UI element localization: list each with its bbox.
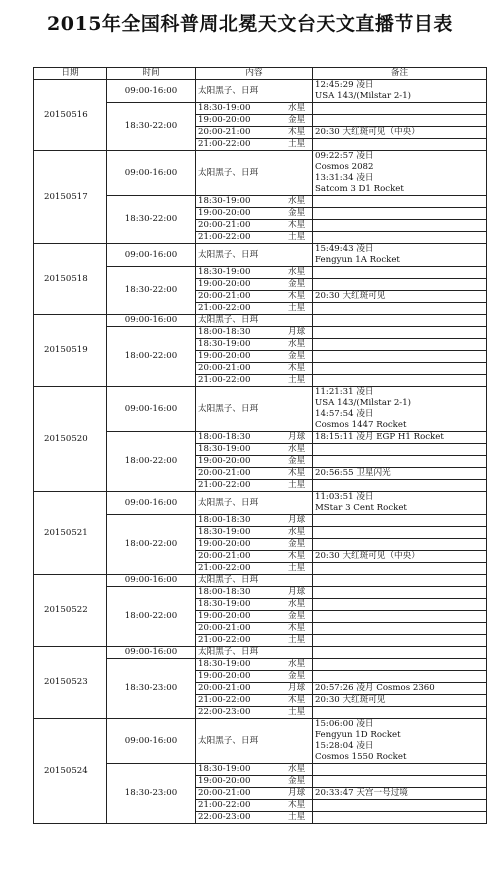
note-line: MStar 3 Cent Rocket: [315, 503, 407, 513]
time-range: 18:30-19:00: [198, 764, 251, 774]
time-range: 19:00-20:00: [198, 539, 251, 549]
time-range: 20:00-21:00: [198, 683, 251, 693]
content-cell: [196, 80, 313, 103]
notes-cell: [313, 351, 487, 363]
time-range: 19:00-20:00: [198, 776, 251, 786]
notes-cell: [313, 232, 487, 244]
note-line: 20:33:47 天宫一号过境: [315, 788, 408, 798]
time-range: 21:00-22:00: [198, 800, 251, 810]
time-range: 18:30-19:00: [198, 196, 251, 206]
content-cell: [196, 539, 313, 551]
header-notes: 备注: [313, 68, 487, 80]
time-cell: 09:00-16:00: [107, 315, 196, 327]
date-cell: 20150524: [34, 719, 107, 824]
observation-target: 木星: [288, 551, 306, 561]
time-range: 21:00-22:00: [198, 139, 251, 149]
content-cell: [196, 103, 313, 115]
observation-target: 水星: [288, 659, 306, 669]
observation-target: 水星: [288, 103, 306, 113]
notes-cell: [313, 719, 487, 764]
notes-cell: [313, 291, 487, 303]
observation-target: 木星: [288, 800, 306, 810]
page-title: 2015年全国科普周北冕天文台天文直播节目表: [47, 13, 453, 35]
observation-target: 金星: [288, 456, 306, 466]
notes-cell: [313, 623, 487, 635]
notes-cell: [313, 764, 487, 776]
content-cell: [196, 515, 313, 527]
schedule-row: [34, 80, 487, 103]
notes-cell: [313, 303, 487, 315]
time-cell: 18:00-22:00: [107, 327, 196, 387]
note-line: 11:21:31 凌日: [315, 387, 374, 397]
content-cell: [196, 563, 313, 575]
notes-cell: [313, 387, 487, 432]
observation-target: 月球: [288, 587, 306, 597]
date-cell: 20150521: [34, 492, 107, 575]
header-row: [34, 68, 487, 80]
content-cell: [196, 115, 313, 127]
time-cell: 09:00-16:00: [107, 647, 196, 659]
time-range: 18:00-18:30: [198, 432, 251, 442]
content-cell: [196, 611, 313, 623]
notes-cell: [313, 776, 487, 788]
schedule-row: [34, 244, 487, 267]
time-cell: 18:30-22:00: [107, 196, 196, 244]
time-range: 19:00-20:00: [198, 456, 251, 466]
content-cell: [196, 800, 313, 812]
schedule-table: [33, 67, 487, 824]
observation-target: 土星: [288, 635, 306, 645]
content-cell: [196, 432, 313, 444]
time-range: 18:00-18:30: [198, 587, 251, 597]
note-line: Satcom 3 D1 Rocket: [315, 184, 404, 194]
notes-cell: [313, 611, 487, 623]
note-line: 20:30 大红斑可见（中央）: [315, 551, 420, 561]
time-range: 20:00-21:00: [198, 551, 251, 561]
note-line: 09:22:57 凌日: [315, 151, 374, 161]
content-cell: [196, 551, 313, 563]
content-cell: [196, 707, 313, 719]
time-range: 19:00-20:00: [198, 611, 251, 621]
content-cell: [196, 812, 313, 824]
notes-cell: [313, 327, 487, 339]
time-range: 19:00-20:00: [198, 351, 251, 361]
notes-cell: [313, 551, 487, 563]
notes-cell: [313, 695, 487, 707]
notes-cell: [313, 575, 487, 587]
content-cell: [196, 587, 313, 599]
content-cell: [196, 244, 313, 267]
date-cell: 20150520: [34, 387, 107, 492]
observation-target: 木星: [288, 363, 306, 373]
notes-cell: [313, 208, 487, 220]
schedule-row: [34, 575, 487, 587]
notes-cell: [313, 139, 487, 151]
content-cell: [196, 647, 313, 659]
header-time: 时间: [107, 68, 196, 80]
note-line: USA 143/(Milstar 2-1): [315, 398, 412, 408]
observation-target: 太阳黑子、日珥: [198, 85, 259, 96]
time-cell: 09:00-16:00: [107, 492, 196, 515]
time-cell: 18:30-22:00: [107, 267, 196, 315]
note-line: 14:57:54 凌日: [315, 409, 374, 419]
content-cell: [196, 788, 313, 800]
observation-target: 太阳黑子、日珥: [198, 403, 259, 414]
time-range: 22:00-23:00: [198, 812, 251, 822]
content-cell: [196, 232, 313, 244]
observation-target: 太阳黑子、日珥: [198, 249, 259, 260]
time-range: 20:00-21:00: [198, 623, 251, 633]
notes-cell: [313, 587, 487, 599]
notes-cell: [313, 599, 487, 611]
content-cell: [196, 492, 313, 515]
content-cell: [196, 267, 313, 279]
content-cell: [196, 527, 313, 539]
time-range: 18:00-18:30: [198, 327, 251, 337]
time-range: 21:00-22:00: [198, 303, 251, 313]
schedule-row: [34, 719, 487, 764]
note-line: 13:31:34 凌日: [315, 173, 374, 183]
notes-cell: [313, 220, 487, 232]
observation-target: 水星: [288, 339, 306, 349]
observation-target: 月球: [288, 788, 306, 798]
notes-cell: [313, 707, 487, 719]
observation-target: 水星: [288, 267, 306, 277]
content-cell: [196, 315, 313, 327]
observation-target: 土星: [288, 303, 306, 313]
time-range: 18:30-19:00: [198, 339, 251, 349]
content-cell: [196, 208, 313, 220]
observation-target: 金星: [288, 776, 306, 786]
time-cell: 18:30-22:00: [107, 103, 196, 151]
observation-target: 土星: [288, 139, 306, 149]
notes-cell: [313, 683, 487, 695]
date-cell: 20150523: [34, 647, 107, 719]
content-cell: [196, 575, 313, 587]
schedule-row: [34, 492, 487, 515]
observation-target: 太阳黑子、日珥: [198, 647, 259, 657]
notes-cell: [313, 315, 487, 327]
note-line: 15:06:00 凌日: [315, 719, 374, 729]
time-range: 20:00-21:00: [198, 788, 251, 798]
notes-cell: [313, 456, 487, 468]
content-cell: [196, 303, 313, 315]
notes-cell: [313, 492, 487, 515]
time-range: 21:00-22:00: [198, 635, 251, 645]
content-cell: [196, 151, 313, 196]
observation-target: 太阳黑子、日珥: [198, 497, 259, 508]
schedule-row: [34, 151, 487, 196]
content-cell: [196, 220, 313, 232]
time-range: 19:00-20:00: [198, 208, 251, 218]
date-cell: 20150518: [34, 244, 107, 315]
content-cell: [196, 683, 313, 695]
time-cell: 09:00-16:00: [107, 151, 196, 196]
observation-target: 水星: [288, 527, 306, 537]
observation-target: 木星: [288, 291, 306, 301]
notes-cell: [313, 563, 487, 575]
time-range: 18:30-19:00: [198, 103, 251, 113]
time-range: 21:00-22:00: [198, 480, 251, 490]
note-line: 20:30 大红斑可见: [315, 695, 386, 705]
time-range: 20:00-21:00: [198, 468, 251, 478]
content-cell: [196, 127, 313, 139]
notes-cell: [313, 468, 487, 480]
content-cell: [196, 776, 313, 788]
observation-target: 月球: [288, 515, 306, 525]
content-cell: [196, 659, 313, 671]
notes-cell: [313, 635, 487, 647]
time-cell: 09:00-16:00: [107, 719, 196, 764]
observation-target: 金星: [288, 671, 306, 681]
notes-cell: [313, 196, 487, 208]
observation-target: 木星: [288, 468, 306, 478]
observation-target: 月球: [288, 683, 306, 693]
schedule-row: [34, 387, 487, 432]
observation-target: 水星: [288, 764, 306, 774]
observation-target: 金星: [288, 279, 306, 289]
observation-target: 土星: [288, 707, 306, 717]
observation-target: 木星: [288, 623, 306, 633]
date-cell: 20150516: [34, 80, 107, 151]
notes-cell: [313, 432, 487, 444]
time-range: 18:30-19:00: [198, 659, 251, 669]
note-line: Fengyun 1A Rocket: [315, 255, 400, 265]
content-cell: [196, 719, 313, 764]
content-cell: [196, 363, 313, 375]
content-cell: [196, 480, 313, 492]
time-cell: 18:00-22:00: [107, 515, 196, 575]
observation-target: 水星: [288, 444, 306, 454]
content-cell: [196, 456, 313, 468]
time-cell: 18:30-23:00: [107, 764, 196, 824]
time-range: 18:30-19:00: [198, 267, 251, 277]
notes-cell: [313, 444, 487, 456]
observation-target: 土星: [288, 563, 306, 573]
content-cell: [196, 351, 313, 363]
time-cell: 09:00-16:00: [107, 80, 196, 103]
notes-cell: [313, 244, 487, 267]
content-cell: [196, 196, 313, 208]
notes-cell: [313, 539, 487, 551]
content-cell: [196, 695, 313, 707]
note-line: 20:56:55 卫星闪光: [315, 468, 391, 478]
time-range: 21:00-22:00: [198, 375, 251, 385]
notes-cell: [313, 647, 487, 659]
note-line: 18:15:11 凌月 EGP H1 Rocket: [315, 432, 444, 442]
observation-target: 土星: [288, 375, 306, 385]
time-cell: 09:00-16:00: [107, 575, 196, 587]
time-cell: 18:00-22:00: [107, 587, 196, 647]
note-line: 11:03:51 凌日: [315, 492, 374, 502]
content-cell: [196, 279, 313, 291]
content-cell: [196, 635, 313, 647]
observation-target: 金星: [288, 351, 306, 361]
content-cell: [196, 444, 313, 456]
observation-target: 水星: [288, 599, 306, 609]
note-line: 20:30 大红斑可见（中央）: [315, 127, 420, 137]
observation-target: 土星: [288, 812, 306, 822]
content-cell: [196, 139, 313, 151]
time-range: 20:00-21:00: [198, 220, 251, 230]
content-cell: [196, 468, 313, 480]
notes-cell: [313, 127, 487, 139]
note-line: Cosmos 2082: [315, 162, 374, 172]
content-cell: [196, 387, 313, 432]
content-cell: [196, 671, 313, 683]
observation-target: 木星: [288, 127, 306, 137]
observation-target: 金星: [288, 539, 306, 549]
content-cell: [196, 339, 313, 351]
notes-cell: [313, 671, 487, 683]
content-cell: [196, 623, 313, 635]
time-cell: 18:30-23:00: [107, 659, 196, 719]
note-line: Fengyun 1D Rocket: [315, 730, 401, 740]
time-range: 19:00-20:00: [198, 671, 251, 681]
note-line: 15:49:43 凌日: [315, 244, 374, 254]
time-range: 20:00-21:00: [198, 363, 251, 373]
notes-cell: [313, 339, 487, 351]
time-cell: 09:00-16:00: [107, 244, 196, 267]
observation-target: 木星: [288, 220, 306, 230]
notes-cell: [313, 480, 487, 492]
observation-target: 月球: [288, 327, 306, 337]
notes-cell: [313, 812, 487, 824]
notes-cell: [313, 800, 487, 812]
observation-target: 太阳黑子、日珥: [198, 315, 259, 325]
time-range: 18:00-18:30: [198, 515, 251, 525]
notes-cell: [313, 659, 487, 671]
time-range: 19:00-20:00: [198, 279, 251, 289]
observation-target: 太阳黑子、日珥: [198, 735, 259, 746]
content-cell: [196, 764, 313, 776]
time-cell: 09:00-16:00: [107, 387, 196, 432]
content-cell: [196, 599, 313, 611]
observation-target: 土星: [288, 480, 306, 490]
observation-target: 水星: [288, 196, 306, 206]
schedule-body: [34, 80, 487, 824]
date-cell: 20150519: [34, 315, 107, 387]
observation-target: 金星: [288, 208, 306, 218]
observation-target: 木星: [288, 695, 306, 705]
notes-cell: [313, 115, 487, 127]
time-range: 19:00-20:00: [198, 115, 251, 125]
time-range: 20:00-21:00: [198, 291, 251, 301]
content-cell: [196, 375, 313, 387]
notes-cell: [313, 80, 487, 103]
content-cell: [196, 291, 313, 303]
notes-cell: [313, 515, 487, 527]
time-range: 20:00-21:00: [198, 127, 251, 137]
notes-cell: [313, 788, 487, 800]
note-line: Cosmos 1447 Rocket: [315, 420, 407, 430]
note-line: 20:30 大红斑可见: [315, 291, 386, 301]
time-range: 18:30-19:00: [198, 599, 251, 609]
observation-target: 金星: [288, 611, 306, 621]
observation-target: 金星: [288, 115, 306, 125]
header-content: 内容: [196, 68, 313, 80]
observation-target: 太阳黑子、日珥: [198, 167, 259, 178]
header-date: 日期: [34, 68, 107, 80]
observation-target: 太阳黑子、日珥: [198, 575, 259, 585]
observation-target: 月球: [288, 432, 306, 442]
time-range: 22:00-23:00: [198, 707, 251, 717]
notes-cell: [313, 267, 487, 279]
date-cell: 20150517: [34, 151, 107, 244]
time-range: 18:30-19:00: [198, 444, 251, 454]
notes-cell: [313, 527, 487, 539]
observation-target: 土星: [288, 232, 306, 242]
time-range: 21:00-22:00: [198, 563, 251, 573]
note-line: 15:28:04 凌日: [315, 741, 374, 751]
schedule-row: [34, 315, 487, 327]
date-cell: 20150522: [34, 575, 107, 647]
note-line: USA 143/(Milstar 2-1): [315, 91, 412, 101]
notes-cell: [313, 279, 487, 291]
notes-cell: [313, 103, 487, 115]
time-range: 18:30-19:00: [198, 527, 251, 537]
notes-cell: [313, 375, 487, 387]
notes-cell: [313, 151, 487, 196]
note-line: Cosmos 1550 Rocket: [315, 752, 407, 762]
schedule-row: [34, 647, 487, 659]
time-cell: 18:00-22:00: [107, 432, 196, 492]
note-line: 12:45:29 凌日: [315, 80, 374, 90]
note-line: 20:57:26 凌月 Cosmos 2360: [315, 683, 435, 693]
content-cell: [196, 327, 313, 339]
notes-cell: [313, 363, 487, 375]
time-range: 21:00-22:00: [198, 695, 251, 705]
time-range: 21:00-22:00: [198, 232, 251, 242]
